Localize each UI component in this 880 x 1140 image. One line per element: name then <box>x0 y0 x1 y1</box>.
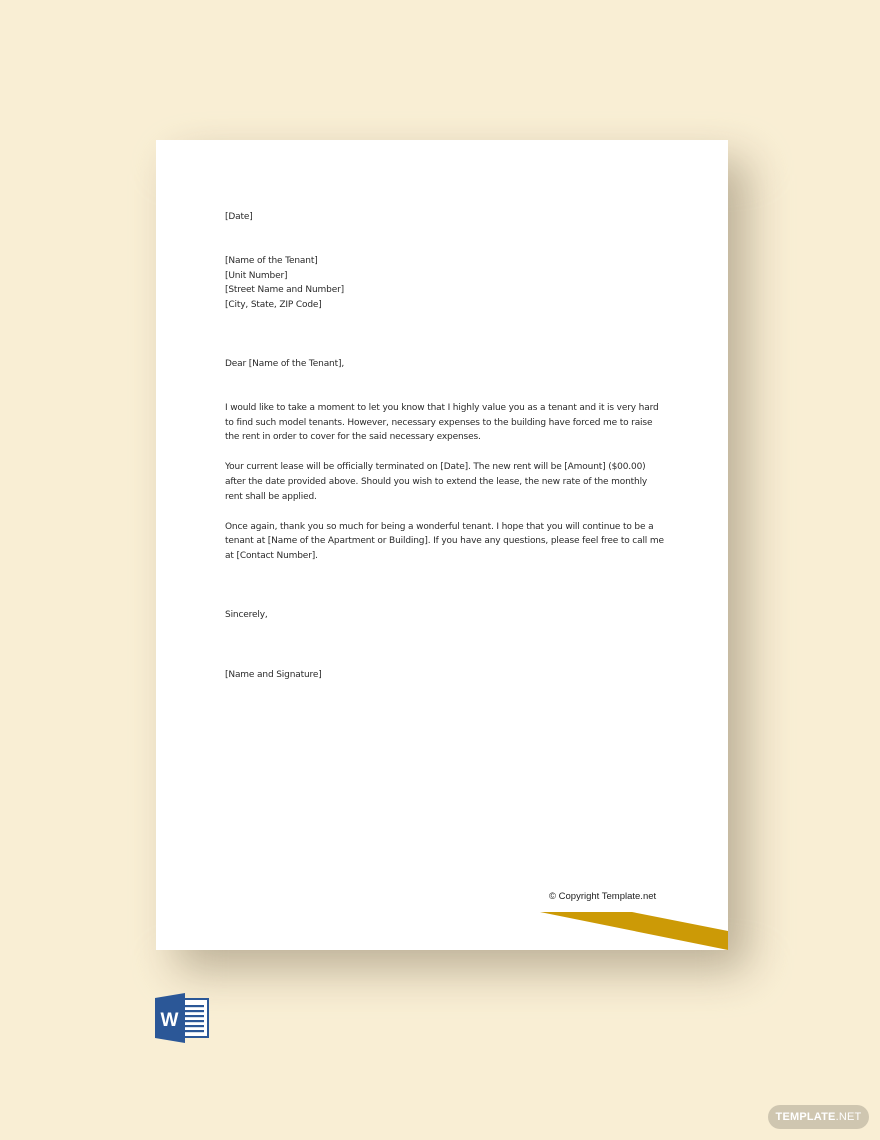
letter-body <box>225 210 665 683</box>
paragraph-line: the rent in order to cover for the said necessary expenses. <box>225 432 481 443</box>
template-net-badge[interactable] <box>768 1105 869 1129</box>
recipient-address <box>225 254 665 313</box>
svg-text:W: W <box>160 1010 179 1031</box>
badge-text-template: TEMPLATE <box>775 1111 836 1123</box>
paragraph-line: tenant at [Name of the Apartment or Building]. If you have any questions, please feel free to call me <box>225 536 664 547</box>
paragraph-line: Once again, thank you so much for being a wonderful tenant. I hope that you will continue to be a <box>225 521 654 532</box>
document-page <box>156 140 728 950</box>
badge-text-net: .NET <box>835 1111 862 1123</box>
paragraph-line: rent shall be applied. <box>225 491 317 502</box>
paragraph-3 <box>225 520 665 564</box>
paragraph-2 <box>225 460 665 504</box>
paragraph-line: Your current lease will be officially terminated on [Date]. The new rent will be [Amount] ($00.00) <box>225 462 646 473</box>
salutation: Dear [Name of the Tenant], <box>225 358 345 369</box>
recipient-name: [Name of the Tenant] <box>225 255 318 266</box>
recipient-street: [Street Name and Number] <box>225 285 344 296</box>
closing: Sincerely, <box>225 609 268 620</box>
paragraph-1 <box>225 401 665 445</box>
copyright-notice: © Copyright Template.net <box>549 891 657 902</box>
microsoft-word-icon <box>155 993 209 1043</box>
recipient-city: [City, State, ZIP Code] <box>225 300 322 311</box>
paragraph-line: after the date provided above. Should you wish to extend the lease, the new rate of the monthly <box>225 476 648 487</box>
paragraph-line: to find such model tenants. However, necessary expenses to the building have forced me to raise <box>225 417 653 428</box>
letter-date: [Date] <box>225 212 253 222</box>
recipient-unit: [Unit Number] <box>225 270 288 281</box>
signature-placeholder: [Name and Signature] <box>225 669 322 680</box>
paragraph-line: I would like to take a moment to let you know that I highly value you as a tenant and it is very hard <box>225 402 659 413</box>
paragraph-line: at [Contact Number]. <box>225 551 318 562</box>
